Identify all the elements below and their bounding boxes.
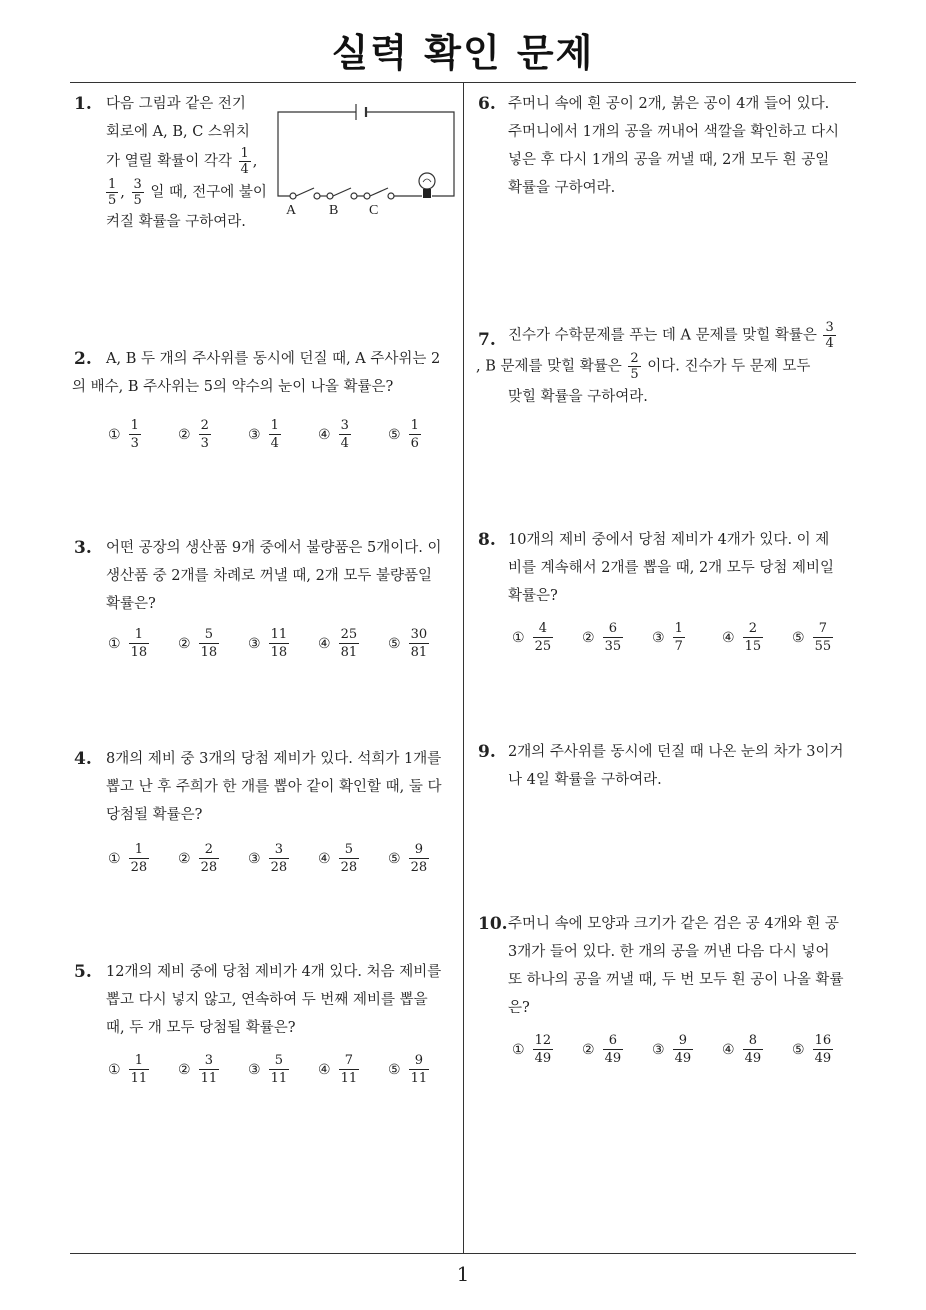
answer-choice[interactable] bbox=[512, 620, 582, 655]
choice-marker: ③ bbox=[248, 850, 261, 867]
choice-marker: ① bbox=[108, 1061, 121, 1078]
text-line: 확률은? bbox=[106, 596, 156, 612]
choice-fraction: $\frac{25}{81}$ bbox=[340, 627, 358, 660]
choice-marker: ⑤ bbox=[388, 1061, 401, 1078]
switch-b-lever bbox=[333, 188, 351, 196]
choice-fraction: $\frac{4}{25}$ bbox=[534, 621, 552, 654]
choice-marker: ① bbox=[108, 635, 121, 652]
text-line: 의 배수, B 주사위는 5의 약수의 눈이 나올 확률은? bbox=[72, 379, 394, 395]
problem-text bbox=[106, 534, 461, 618]
answer-choice[interactable] bbox=[248, 841, 318, 876]
bottom-rule bbox=[70, 1253, 856, 1254]
fraction: $\frac{1}{5}$ bbox=[108, 177, 117, 208]
answer-choice[interactable] bbox=[178, 1052, 248, 1087]
text-line: 뽑고 다시 넣지 않고, 연속하여 두 번째 제비를 뽑을 bbox=[106, 992, 428, 1008]
answer-choices bbox=[108, 1052, 458, 1087]
choice-marker: ③ bbox=[248, 426, 261, 443]
choice-marker: ② bbox=[178, 1061, 191, 1078]
text-line: 은? bbox=[508, 1000, 530, 1016]
text-line: 맞힐 확률을 구하여라. bbox=[508, 389, 648, 405]
choice-fraction: $\frac{9}{11}$ bbox=[410, 1053, 428, 1086]
choice-fraction: $\frac{9}{49}$ bbox=[674, 1033, 692, 1066]
choice-marker: ② bbox=[582, 1041, 595, 1058]
choice-marker: ① bbox=[108, 850, 121, 867]
answer-choice[interactable] bbox=[792, 620, 862, 655]
page-number: 1 bbox=[456, 1262, 470, 1286]
answer-choices bbox=[108, 626, 458, 661]
choice-marker: ⑤ bbox=[388, 850, 401, 867]
choice-fraction: $\frac{3}{28}$ bbox=[270, 842, 288, 875]
choice-marker: ④ bbox=[722, 629, 735, 646]
choice-marker: ① bbox=[512, 629, 525, 646]
text-line: 8개의 제비 중 3개의 당첨 제비가 있다. 석희가 1개를 bbox=[106, 751, 442, 767]
answer-choice[interactable] bbox=[722, 1032, 792, 1067]
answer-choice[interactable] bbox=[582, 1032, 652, 1067]
answer-choice[interactable] bbox=[652, 620, 722, 655]
text-line: 가 열릴 확률이 각각 $\frac{1}{4}$ , bbox=[106, 146, 258, 177]
text-line: 주머니 속에 모양과 크기가 같은 검은 공 4개와 흰 공 bbox=[508, 916, 839, 932]
answer-choice[interactable] bbox=[722, 620, 792, 655]
choice-marker: ③ bbox=[652, 629, 665, 646]
problem-2 bbox=[72, 345, 457, 465]
answer-choice[interactable] bbox=[388, 1052, 458, 1087]
problem-text bbox=[72, 345, 461, 401]
answer-choice[interactable] bbox=[388, 626, 458, 661]
choice-fraction: $\frac{1}{4}$ bbox=[270, 418, 279, 451]
problem-number: 4. bbox=[74, 749, 92, 769]
switch-a-contact bbox=[314, 193, 320, 199]
switch-b-contact bbox=[351, 193, 357, 199]
choice-marker: ③ bbox=[248, 635, 261, 652]
problem-text bbox=[508, 526, 863, 610]
answer-choice[interactable] bbox=[178, 417, 248, 452]
switch-c-contact bbox=[388, 193, 394, 199]
text-line: , B 문제를 맞힐 확률은 $\frac{2}{5}$ 이다. 진수가 두 문제 모두 bbox=[476, 351, 811, 382]
answer-choice[interactable] bbox=[652, 1032, 722, 1067]
problem-number: 2. bbox=[74, 349, 92, 369]
text-line: 뽑고 난 후 주희가 한 개를 뽑아 같이 확인할 때, 둘 다 bbox=[106, 779, 442, 795]
switch-a-lever bbox=[296, 188, 314, 196]
problem-4 bbox=[72, 745, 457, 885]
choice-marker: ⑤ bbox=[792, 629, 805, 646]
answer-choice[interactable] bbox=[512, 1032, 582, 1067]
circuit-wire bbox=[366, 112, 454, 196]
problem-text bbox=[106, 745, 461, 829]
choice-fraction: $\frac{1}{11}$ bbox=[130, 1053, 148, 1086]
answer-choice[interactable] bbox=[248, 417, 318, 452]
answer-choice[interactable] bbox=[318, 417, 388, 452]
choice-fraction: $\frac{6}{35}$ bbox=[604, 621, 622, 654]
choice-marker: ① bbox=[108, 426, 121, 443]
text-line: 2개의 주사위를 동시에 던질 때 나온 눈의 차가 3이거 bbox=[508, 744, 844, 760]
bulb-filament bbox=[423, 179, 431, 182]
choice-marker: ④ bbox=[318, 1061, 331, 1078]
problem-number: 8. bbox=[478, 530, 496, 550]
text-line: $\frac{1}{5}$ , $\frac{3}{5}$ 일 때, 전구에 불이 bbox=[108, 177, 267, 208]
text-line: 넣은 후 다시 1개의 공을 꺼낼 때, 2개 모두 흰 공일 bbox=[508, 152, 830, 168]
answer-choice[interactable] bbox=[248, 626, 318, 661]
choice-fraction: $\frac{30}{81}$ bbox=[410, 627, 428, 660]
circuit-diagram bbox=[272, 96, 462, 226]
choice-fraction: $\frac{7}{55}$ bbox=[814, 621, 832, 654]
text-line: 확률을 구하여라. bbox=[508, 180, 616, 196]
text-line: 어떤 공장의 생산품 9개 중에서 불량품은 5개이다. 이 bbox=[106, 540, 442, 556]
text-line: 주머니에서 1개의 공을 꺼내어 색깔을 확인하고 다시 bbox=[508, 124, 840, 140]
text-line: 생산품 중 2개를 차례로 꺼낼 때, 2개 모두 불량품일 bbox=[106, 568, 433, 584]
choice-fraction: $\frac{6}{49}$ bbox=[604, 1033, 622, 1066]
text-line: 3개가 들어 있다. 한 개의 공을 꺼낸 다음 다시 넣어 bbox=[508, 944, 830, 960]
problem-number: 3. bbox=[74, 538, 92, 558]
choice-fraction: $\frac{11}{18}$ bbox=[270, 627, 288, 660]
bulb-base bbox=[423, 189, 431, 198]
choice-marker: ③ bbox=[652, 1041, 665, 1058]
problem-9 bbox=[476, 738, 861, 808]
choice-fraction: $\frac{12}{49}$ bbox=[534, 1033, 552, 1066]
answer-choices bbox=[108, 841, 458, 876]
problem-7 bbox=[476, 320, 861, 420]
problem-text bbox=[508, 90, 863, 202]
choice-fraction: $\frac{2}{15}$ bbox=[744, 621, 762, 654]
switch-c-contact bbox=[364, 193, 370, 199]
switch-a-contact bbox=[290, 193, 296, 199]
answer-choice[interactable] bbox=[388, 417, 458, 452]
choice-fraction: $\frac{3}{11}$ bbox=[200, 1053, 218, 1086]
answer-choice[interactable] bbox=[178, 841, 248, 876]
problem-number: 10. bbox=[478, 914, 508, 934]
answer-choice[interactable] bbox=[582, 620, 652, 655]
switch-label-a: A bbox=[286, 203, 297, 218]
text-line: 확률은? bbox=[508, 588, 558, 604]
problem-text bbox=[106, 958, 461, 1042]
problem-number: 1. bbox=[74, 94, 92, 114]
choice-fraction: $\frac{9}{28}$ bbox=[410, 842, 428, 875]
column-divider bbox=[463, 82, 464, 1253]
choice-marker: ⑤ bbox=[388, 635, 401, 652]
text-line: 나 4일 확률을 구하여라. bbox=[508, 772, 662, 788]
choice-marker: ② bbox=[178, 635, 191, 652]
problem-8 bbox=[476, 526, 861, 666]
problem-number: 5. bbox=[74, 962, 92, 982]
choice-fraction: $\frac{7}{11}$ bbox=[340, 1053, 358, 1086]
answer-choice[interactable] bbox=[108, 841, 178, 876]
choice-marker: ⑤ bbox=[388, 426, 401, 443]
choice-fraction: $\frac{1}{6}$ bbox=[410, 418, 419, 451]
fraction: $\frac{1}{4}$ bbox=[240, 146, 249, 177]
switch-b-contact bbox=[327, 193, 333, 199]
text-line: 때, 두 개 모두 당첨될 확률은? bbox=[106, 1020, 296, 1036]
choice-fraction: $\frac{2}{3}$ bbox=[200, 418, 209, 451]
problem-5 bbox=[72, 958, 457, 1098]
answer-choice[interactable] bbox=[178, 626, 248, 661]
choice-marker: ④ bbox=[318, 850, 331, 867]
problem-text bbox=[476, 320, 863, 412]
problem-3 bbox=[72, 534, 457, 674]
problem-6 bbox=[476, 90, 861, 210]
text-line: 10개의 제비 중에서 당첨 제비가 4개가 있다. 이 제 bbox=[508, 532, 830, 548]
choice-marker: ② bbox=[178, 426, 191, 443]
answer-choice[interactable] bbox=[388, 841, 458, 876]
problem-1 bbox=[72, 90, 272, 230]
text-line: 회로에 A, B, C 스위치 bbox=[106, 124, 250, 140]
text-line: 진수가 수학문제를 푸는 데 A 문제를 맞힐 확률은 $\frac{3}{4}$ bbox=[508, 320, 834, 351]
text-line: 당첨될 확률은? bbox=[106, 807, 203, 823]
choice-fraction: $\frac{1}{28}$ bbox=[130, 842, 148, 875]
answer-choice[interactable] bbox=[318, 841, 388, 876]
text-line: 다음 그림과 같은 전기 bbox=[106, 96, 246, 112]
text-line: 또 하나의 공을 꺼낼 때, 두 번 모두 흰 공이 나올 확률 bbox=[508, 972, 844, 988]
answer-choices bbox=[512, 1032, 862, 1067]
fraction: $\frac{3}{5}$ bbox=[133, 177, 142, 208]
answer-choice[interactable] bbox=[318, 1052, 388, 1087]
choice-fraction: $\frac{5}{28}$ bbox=[340, 842, 358, 875]
text-line: 12개의 제비 중에 당첨 제비가 4개 있다. 처음 제비를 bbox=[106, 964, 442, 980]
choice-fraction: $\frac{2}{28}$ bbox=[200, 842, 218, 875]
choice-fraction: $\frac{5}{18}$ bbox=[200, 627, 218, 660]
answer-choices bbox=[108, 417, 458, 452]
choice-marker: ① bbox=[512, 1041, 525, 1058]
circuit-wire bbox=[278, 112, 356, 196]
problem-number: 7. bbox=[478, 330, 496, 350]
problem-10 bbox=[476, 910, 861, 1080]
text-line: 켜질 확률을 구하여라. bbox=[106, 214, 246, 230]
choice-marker: ② bbox=[178, 850, 191, 867]
switch-label-b: B bbox=[329, 203, 339, 218]
answer-choice[interactable] bbox=[248, 1052, 318, 1087]
choice-fraction: $\frac{3}{4}$ bbox=[340, 418, 349, 451]
switch-c-lever bbox=[370, 188, 388, 196]
bulb-icon bbox=[419, 173, 435, 189]
choice-fraction: $\frac{16}{49}$ bbox=[814, 1033, 832, 1066]
problem-text bbox=[508, 910, 863, 1022]
choice-fraction: $\frac{1}{3}$ bbox=[130, 418, 139, 451]
choice-marker: ④ bbox=[722, 1041, 735, 1058]
text-line: A, B 두 개의 주사위를 동시에 던질 때, A 주사위는 2 bbox=[106, 351, 441, 367]
choice-fraction: $\frac{1}{7}$ bbox=[674, 621, 683, 654]
switch-label-c: C bbox=[369, 203, 379, 218]
answer-choice[interactable] bbox=[108, 626, 178, 661]
choice-marker: ② bbox=[582, 629, 595, 646]
problem-number: 9. bbox=[478, 742, 496, 762]
fraction: $\frac{3}{4}$ bbox=[825, 320, 834, 351]
choice-marker: ④ bbox=[318, 635, 331, 652]
problem-text bbox=[106, 90, 276, 236]
text-line: 비를 계속해서 2개를 뽑을 때, 2개 모두 당첨 제비일 bbox=[508, 560, 835, 576]
answer-choice[interactable] bbox=[318, 626, 388, 661]
choice-marker: ④ bbox=[318, 426, 331, 443]
choice-fraction: $\frac{5}{11}$ bbox=[270, 1053, 288, 1086]
choice-marker: ⑤ bbox=[792, 1041, 805, 1058]
page-title: 실력 확인 문제 bbox=[331, 31, 595, 75]
text-line: 주머니 속에 흰 공이 2개, 붉은 공이 4개 들어 있다. bbox=[508, 96, 830, 112]
answer-choice[interactable] bbox=[792, 1032, 862, 1067]
choice-marker: ③ bbox=[248, 1061, 261, 1078]
problem-number: 6. bbox=[478, 94, 496, 114]
fraction: $\frac{2}{5}$ bbox=[630, 351, 639, 382]
choice-fraction: $\frac{8}{49}$ bbox=[744, 1033, 762, 1066]
problem-text bbox=[508, 738, 863, 794]
answer-choices bbox=[512, 620, 862, 655]
answer-choice[interactable] bbox=[108, 1052, 178, 1087]
answer-choice[interactable] bbox=[108, 417, 178, 452]
choice-fraction: $\frac{1}{18}$ bbox=[130, 627, 148, 660]
